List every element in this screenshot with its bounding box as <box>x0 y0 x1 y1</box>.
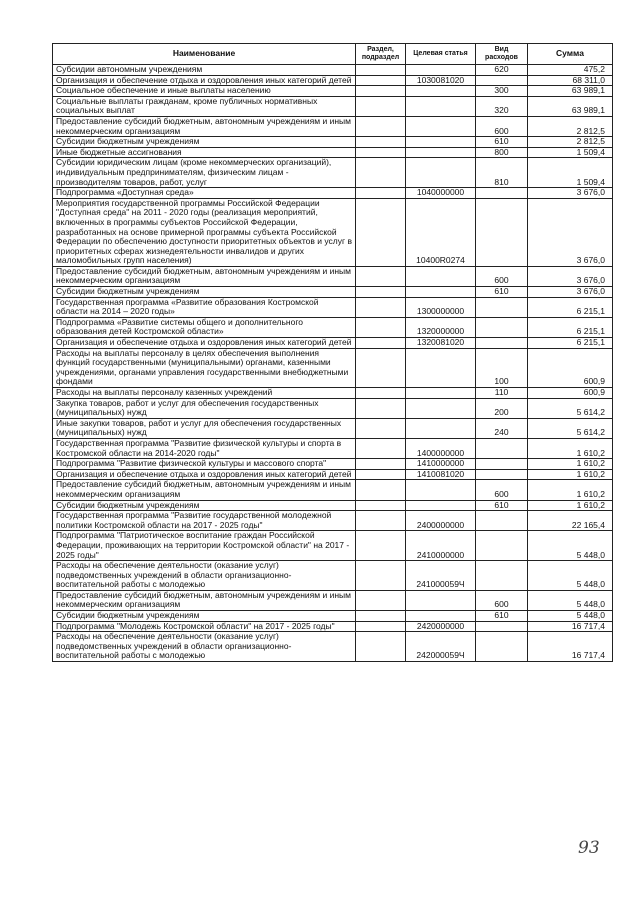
cell-name: Субсидии бюджетным учреждениям <box>53 500 356 511</box>
cell-summa: 5 448,0 <box>528 590 613 610</box>
cell-name: Расходы на выплаты персоналу казенных учреждений <box>53 388 356 399</box>
cell-vid: 610 <box>476 287 528 298</box>
cell-razdel <box>356 388 406 399</box>
table-row <box>53 266 613 286</box>
table-row <box>53 418 613 438</box>
cell-celevaya <box>406 611 476 622</box>
cell-vid <box>476 459 528 470</box>
cell-vid: 810 <box>476 158 528 188</box>
cell-razdel <box>356 147 406 158</box>
cell-name: Субсидии автономным учреждениям <box>53 65 356 76</box>
cell-name: Подпрограмма «Доступная среда» <box>53 188 356 199</box>
cell-vid: 610 <box>476 611 528 622</box>
cell-summa: 1 610,2 <box>528 438 613 458</box>
page-number: 93 <box>578 838 600 858</box>
cell-celevaya: 242000059Ч <box>406 632 476 662</box>
cell-summa: 3 676,0 <box>528 266 613 286</box>
table-row <box>53 590 613 610</box>
cell-summa: 3 676,0 <box>528 188 613 199</box>
cell-summa: 5 614,2 <box>528 418 613 438</box>
cell-name: Субсидии бюджетным учреждениям <box>53 287 356 298</box>
header-razdel: Раздел, подраздел <box>356 44 406 65</box>
cell-celevaya: 1300000000 <box>406 297 476 317</box>
cell-name: Расходы на выплаты персоналу в целях обеспечения выполнения функций государственными (муниципальными) органами, казенными учреждениями, органами управления государственными внебюджетными фондами <box>53 348 356 387</box>
cell-name: Субсидии бюджетным учреждениям <box>53 611 356 622</box>
cell-name: Подпрограмма «Развитие системы общего и дополнительного образования детей Костромской области» <box>53 317 356 337</box>
cell-vid: 300 <box>476 86 528 97</box>
cell-name: Предоставление субсидий бюджетным, автономным учреждениям и иным некоммерческим организациям <box>53 590 356 610</box>
table-header <box>53 44 613 65</box>
cell-celevaya <box>406 500 476 511</box>
cell-razdel <box>356 632 406 662</box>
cell-celevaya <box>406 418 476 438</box>
cell-vid: 610 <box>476 137 528 148</box>
table-row <box>53 632 613 662</box>
cell-summa: 3 676,0 <box>528 198 613 266</box>
cell-vid: 240 <box>476 418 528 438</box>
table-row <box>53 116 613 136</box>
table-row <box>53 469 613 480</box>
cell-name: Государственная программа "Развитие государственной молодежной политики Костромской области на 2017 - 2025 годы" <box>53 511 356 531</box>
cell-razdel <box>356 480 406 500</box>
cell-razdel <box>356 418 406 438</box>
header-celevaya: Целевая статья <box>406 44 476 65</box>
cell-vid: 100 <box>476 348 528 387</box>
cell-razdel <box>356 561 406 591</box>
header-row <box>53 44 613 65</box>
cell-vid <box>476 297 528 317</box>
cell-vid: 200 <box>476 398 528 418</box>
table-row <box>53 561 613 591</box>
cell-name: Мероприятия государственной программы Российской Федерации "Доступная среда" на 2011 - 2020 годы (реализация мероприятий, включенных в программы субъектов Российской Федерации, разработанных на основе примерной программы субъекта Российской Федерации по обеспечению доступности приоритетных объектов и услуг в приоритетных сферах жизнедеятельности инвалидов и других маломобильных групп населения) <box>53 198 356 266</box>
table-row <box>53 96 613 116</box>
budget-table <box>52 43 613 662</box>
cell-razdel <box>356 65 406 76</box>
table-row <box>53 388 613 399</box>
cell-summa: 5 448,0 <box>528 611 613 622</box>
cell-vid <box>476 338 528 349</box>
table-row <box>53 297 613 317</box>
cell-vid <box>476 561 528 591</box>
cell-summa: 63 989,1 <box>528 96 613 116</box>
cell-razdel <box>356 611 406 622</box>
cell-razdel <box>356 287 406 298</box>
cell-vid: 600 <box>476 266 528 286</box>
cell-name: Закупка товаров, работ и услуг для обеспечения государственных (муниципальных) нужд <box>53 398 356 418</box>
cell-name: Социальное обеспечение и иные выплаты населению <box>53 86 356 97</box>
cell-celevaya: 2420000000 <box>406 621 476 632</box>
cell-summa: 600,9 <box>528 348 613 387</box>
table-row <box>53 480 613 500</box>
cell-vid <box>476 438 528 458</box>
table-row <box>53 500 613 511</box>
cell-celevaya <box>406 147 476 158</box>
cell-celevaya <box>406 158 476 188</box>
cell-summa: 1 610,2 <box>528 480 613 500</box>
cell-vid <box>476 75 528 86</box>
table-row <box>53 158 613 188</box>
table-row <box>53 348 613 387</box>
cell-summa: 2 812,5 <box>528 137 613 148</box>
cell-razdel <box>356 188 406 199</box>
table-row <box>53 611 613 622</box>
cell-summa: 1 610,2 <box>528 469 613 480</box>
cell-celevaya <box>406 348 476 387</box>
cell-razdel <box>356 116 406 136</box>
cell-celevaya: 1400000000 <box>406 438 476 458</box>
cell-summa: 6 215,1 <box>528 297 613 317</box>
cell-name: Социальные выплаты гражданам, кроме публичных нормативных социальных выплат <box>53 96 356 116</box>
cell-celevaya: 241000059Ч <box>406 561 476 591</box>
budget-table-page <box>52 43 612 662</box>
cell-name: Подпрограмма "Молодежь Костромской области" на 2017 - 2025 годы" <box>53 621 356 632</box>
cell-razdel <box>356 459 406 470</box>
cell-name: Субсидии юридическим лицам (кроме некоммерческих организаций), индивидуальным предпринимателям, физическим лицам - производителям товаров, работ, услуг <box>53 158 356 188</box>
table-row <box>53 65 613 76</box>
cell-celevaya: 2410000000 <box>406 531 476 561</box>
cell-razdel <box>356 621 406 632</box>
cell-razdel <box>356 511 406 531</box>
cell-vid <box>476 531 528 561</box>
cell-name: Подпрограмма "Патриотическое воспитание граждан Российской Федерации, проживающих на территории Костромской области" на 2017 - 2025 годы" <box>53 531 356 561</box>
cell-celevaya <box>406 116 476 136</box>
cell-vid <box>476 188 528 199</box>
cell-vid <box>476 621 528 632</box>
cell-razdel <box>356 500 406 511</box>
cell-razdel <box>356 86 406 97</box>
cell-vid <box>476 469 528 480</box>
cell-vid <box>476 632 528 662</box>
table-row <box>53 147 613 158</box>
cell-razdel <box>356 198 406 266</box>
cell-vid: 600 <box>476 480 528 500</box>
cell-celevaya: 1030081020 <box>406 75 476 86</box>
cell-summa: 5 448,0 <box>528 531 613 561</box>
table-row <box>53 86 613 97</box>
cell-summa: 63 989,1 <box>528 86 613 97</box>
cell-razdel <box>356 137 406 148</box>
cell-summa: 5 614,2 <box>528 398 613 418</box>
cell-celevaya <box>406 65 476 76</box>
cell-razdel <box>356 158 406 188</box>
cell-razdel <box>356 531 406 561</box>
cell-summa: 600,9 <box>528 388 613 399</box>
header-name: Наименование <box>53 44 356 65</box>
cell-summa: 6 215,1 <box>528 338 613 349</box>
cell-name: Расходы на обеспечение деятельности (оказание услуг) подведомственных учреждений в области организационно-воспитательной работы с молодежью <box>53 632 356 662</box>
cell-vid: 600 <box>476 116 528 136</box>
cell-vid <box>476 511 528 531</box>
cell-name: Организация и обеспечение отдыха и оздоровления иных категорий детей <box>53 338 356 349</box>
cell-celevaya <box>406 86 476 97</box>
table-row <box>53 317 613 337</box>
cell-celevaya <box>406 398 476 418</box>
cell-summa: 1 509,4 <box>528 158 613 188</box>
cell-name: Организация и обеспечение отдыха и оздоровления иных категорий детей <box>53 75 356 86</box>
cell-summa: 1 610,2 <box>528 500 613 511</box>
cell-summa: 1 610,2 <box>528 459 613 470</box>
cell-razdel <box>356 297 406 317</box>
table-body <box>53 65 613 662</box>
cell-celevaya <box>406 137 476 148</box>
table-row <box>53 188 613 199</box>
cell-name: Подпрограмма "Развитие физической культуры и массового спорта" <box>53 459 356 470</box>
cell-celevaya: 1410000000 <box>406 459 476 470</box>
cell-celevaya: 1320000000 <box>406 317 476 337</box>
cell-celevaya: 1410081020 <box>406 469 476 480</box>
cell-razdel <box>356 438 406 458</box>
cell-razdel <box>356 96 406 116</box>
cell-summa: 22 165,4 <box>528 511 613 531</box>
cell-name: Расходы на обеспечение деятельности (оказание услуг) подведомственных учреждений в области организационно-воспитательной работы с молодежью <box>53 561 356 591</box>
cell-name: Субсидии бюджетным учреждениям <box>53 137 356 148</box>
table-row <box>53 198 613 266</box>
table-row <box>53 438 613 458</box>
cell-summa: 16 717,4 <box>528 621 613 632</box>
cell-vid: 800 <box>476 147 528 158</box>
cell-name: Предоставление субсидий бюджетным, автономным учреждениям и иным некоммерческим организациям <box>53 266 356 286</box>
cell-name: Организация и обеспечение отдыха и оздоровления иных категорий детей <box>53 469 356 480</box>
cell-summa: 2 812,5 <box>528 116 613 136</box>
cell-vid: 320 <box>476 96 528 116</box>
cell-name: Государственная программа "Развитие физической культуры и спорта в Костромской области на 2014-2020 годы" <box>53 438 356 458</box>
cell-summa: 68 311,0 <box>528 75 613 86</box>
cell-name: Иные закупки товаров, работ и услуг для обеспечения государственных (муниципальных) нужд <box>53 418 356 438</box>
cell-celevaya <box>406 388 476 399</box>
cell-razdel <box>356 590 406 610</box>
cell-celevaya: 2400000000 <box>406 511 476 531</box>
cell-celevaya <box>406 266 476 286</box>
cell-celevaya: 10400R0274 <box>406 198 476 266</box>
cell-name: Иные бюджетные ассигнования <box>53 147 356 158</box>
header-summa: Сумма <box>528 44 613 65</box>
cell-celevaya <box>406 96 476 116</box>
cell-vid: 110 <box>476 388 528 399</box>
cell-celevaya: 1040000000 <box>406 188 476 199</box>
cell-summa: 475,2 <box>528 65 613 76</box>
cell-razdel <box>356 398 406 418</box>
table-row <box>53 511 613 531</box>
cell-razdel <box>356 469 406 480</box>
table-row <box>53 621 613 632</box>
table-row <box>53 459 613 470</box>
cell-vid: 620 <box>476 65 528 76</box>
table-row <box>53 531 613 561</box>
table-row <box>53 75 613 86</box>
cell-summa: 16 717,4 <box>528 632 613 662</box>
cell-razdel <box>356 75 406 86</box>
header-vid: Вид расходов <box>476 44 528 65</box>
table-row <box>53 287 613 298</box>
cell-vid <box>476 198 528 266</box>
cell-celevaya <box>406 480 476 500</box>
table-row <box>53 398 613 418</box>
cell-vid <box>476 317 528 337</box>
cell-celevaya: 1320081020 <box>406 338 476 349</box>
cell-name: Предоставление субсидий бюджетным, автономным учреждениям и иным некоммерческим организациям <box>53 116 356 136</box>
cell-summa: 1 509,4 <box>528 147 613 158</box>
cell-razdel <box>356 348 406 387</box>
cell-name: Государственная программа «Развитие образования Костромской области на 2014 – 2020 годы» <box>53 297 356 317</box>
table-row <box>53 338 613 349</box>
cell-razdel <box>356 338 406 349</box>
cell-vid: 610 <box>476 500 528 511</box>
cell-name: Предоставление субсидий бюджетным, автономным учреждениям и иным некоммерческим организациям <box>53 480 356 500</box>
table-row <box>53 137 613 148</box>
cell-summa: 6 215,1 <box>528 317 613 337</box>
cell-summa: 5 448,0 <box>528 561 613 591</box>
cell-razdel <box>356 266 406 286</box>
cell-vid: 600 <box>476 590 528 610</box>
cell-summa: 3 676,0 <box>528 287 613 298</box>
cell-razdel <box>356 317 406 337</box>
cell-celevaya <box>406 287 476 298</box>
cell-celevaya <box>406 590 476 610</box>
